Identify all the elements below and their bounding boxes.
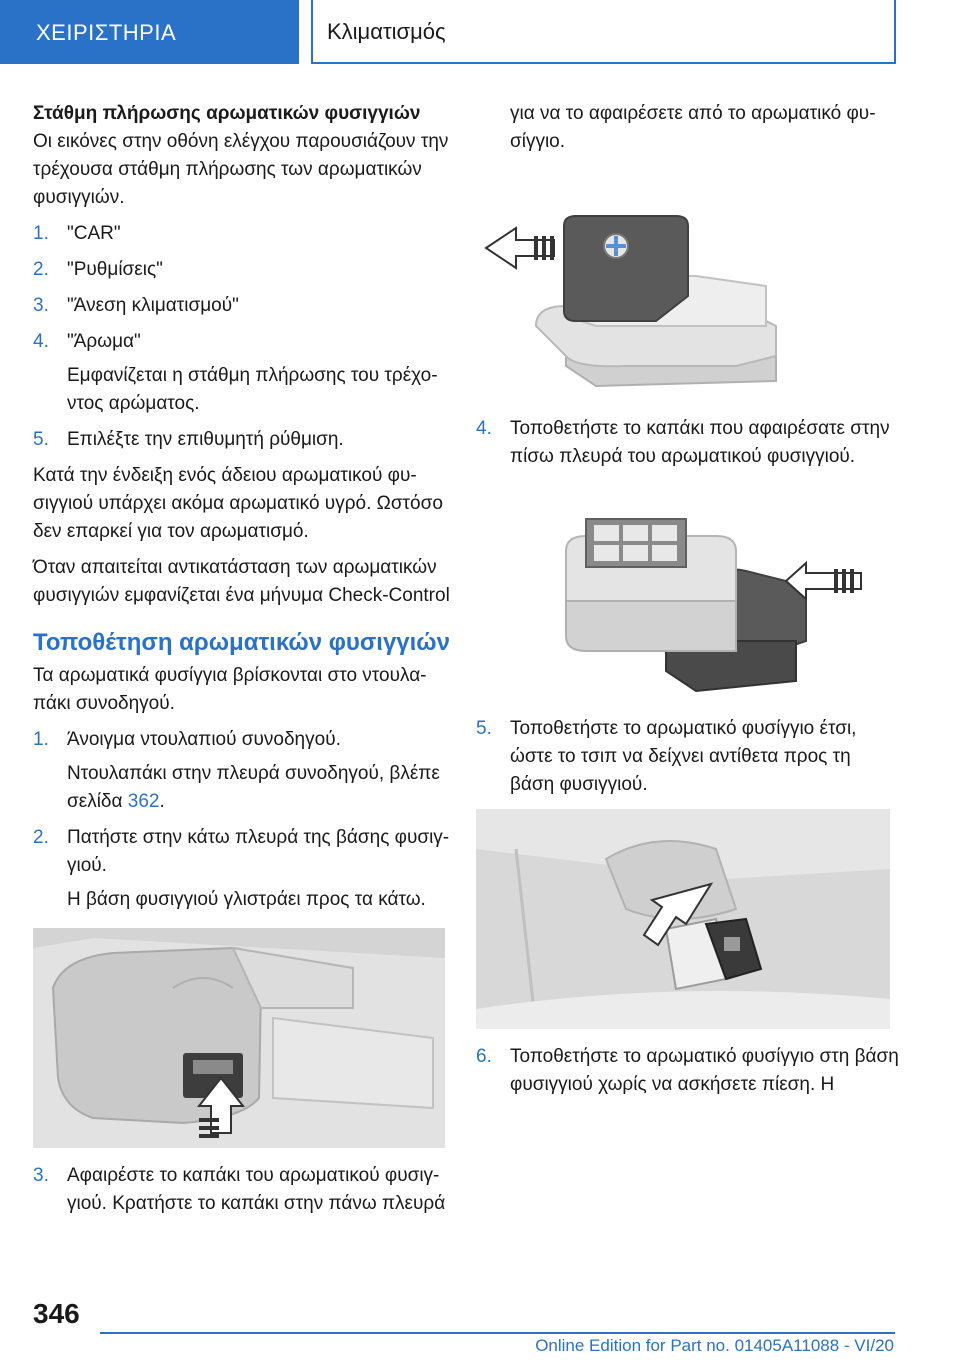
- continued-text: για να το αφαιρέσετε από το αρωματικό φυ-σίγγιο.: [510, 103, 876, 152]
- list-item: [33, 292, 453, 320]
- step-number: 4.: [476, 418, 492, 439]
- install-heading: Τοποθέτηση αρωματικών φυσιγγιών: [33, 629, 450, 656]
- glovebox-holder-illustration: [33, 928, 445, 1148]
- fill-level-intro: Οι εικόνες στην οθόνη ελέγχου παρουσιάζουν την τρέχουσα στάθμη πλήρωσης των αρωματικών φυσιγγιών.: [33, 131, 449, 208]
- step-text: "CAR": [67, 223, 121, 244]
- list-item: [33, 824, 453, 914]
- step-number: 3.: [33, 295, 49, 316]
- cap-removal-illustration: [476, 186, 896, 401]
- list-item: [476, 415, 900, 471]
- step-note: [67, 760, 453, 816]
- step-text: Πατήστε στην κάτω πλευρά της βάσης φυσιγ-γιού.: [67, 827, 450, 876]
- fill-level-heading: Στάθμη πλήρωσης αρωματικών φυσιγγιών: [33, 103, 421, 124]
- step-text: "Άνεση κλιματισμού": [67, 295, 239, 316]
- list-item: [33, 1162, 453, 1218]
- step-number: 5.: [476, 718, 492, 739]
- cap-removal-drawing: [476, 186, 896, 401]
- chapter-title: Κλιματισμός: [327, 19, 446, 44]
- step-number: 4.: [33, 331, 49, 352]
- step-note-end: .: [159, 791, 165, 812]
- list-item: [33, 328, 453, 418]
- step-text: "Άρωμα": [67, 331, 141, 352]
- step-note-text: Ντουλαπάκι στην πλευρά συνοδηγού, βλέπε σελίδα: [67, 763, 440, 812]
- empty-cartridge-note: Κατά την ένδειξη ενός άδειου αρωματικού φυ-σιγγιού υπάρχει ακόμα αρωματικό υγρό. Ωστόσο δεν επαρκεί για τον αρωματισμό.: [33, 465, 443, 542]
- step-number: 1.: [33, 223, 49, 244]
- step-text: Επιλέξτε την επιθυμητή ρύθμιση.: [67, 429, 344, 450]
- step-note: Εμφανίζεται η στάθμη πλήρωσης του τρέχο-ντος αρώματος.: [67, 365, 438, 414]
- cap-attach-drawing: [476, 491, 896, 701]
- list-item: [476, 1043, 900, 1099]
- step-text: "Ρυθμίσεις": [67, 259, 163, 280]
- step-text: Τοποθετήστε το καπάκι που αφαιρέσατε στην πίσω πλευρά του αρωματικού φυσιγγιού.: [510, 418, 890, 467]
- chapter-box: [311, 0, 896, 64]
- step-note: Η βάση φυσιγγιού γλιστράει προς τα κάτω.: [67, 889, 426, 910]
- holder-insert-illustration: [476, 809, 890, 1029]
- page-number: 346: [33, 1298, 80, 1329]
- step-number: 3.: [33, 1165, 49, 1186]
- left-column: [33, 100, 453, 1226]
- right-column: [476, 100, 900, 1107]
- footer-rule: [100, 1332, 895, 1334]
- list-item: [33, 256, 453, 284]
- step-number: 6.: [476, 1046, 492, 1067]
- install-intro: Τα αρωματικά φυσίγγια βρίσκονται στο ντουλα-πάκι συνοδηγού.: [33, 665, 427, 714]
- holder-insert-drawing: [476, 809, 890, 1029]
- fill-level-steps: [33, 220, 453, 454]
- step-text: Τοποθετήστε το αρωματικό φυσίγγιο έτσι, ώστε το τσιπ να δείχνει αντίθετα προς τη βάση φυσιγγιού.: [510, 718, 857, 795]
- step-text: Αφαιρέστε το καπάκι του αρωματικού φυσιγ-γιού. Κρατήστε το καπάκι στην πάνω πλευρά: [67, 1165, 446, 1214]
- section-title: ΧΕΙΡΙΣΤΗΡΙΑ: [36, 20, 177, 45]
- page-link[interactable]: 362: [127, 791, 160, 812]
- section-tab: [0, 0, 299, 64]
- list-item: [476, 715, 900, 799]
- step-number: 2.: [33, 827, 49, 848]
- step-number: 2.: [33, 259, 49, 280]
- glovebox-holder-drawing: [33, 928, 445, 1148]
- replacement-note: Όταν απαιτείται αντικατάσταση των αρωματικών φυσιγγιών εμφανίζεται ένα μήνυμα Check-Control: [33, 557, 450, 606]
- list-item: [33, 426, 453, 454]
- step-text: Άνοιγμα ντουλαπιού συνοδηγού.: [67, 729, 341, 750]
- list-item: [33, 726, 453, 816]
- step-text: Τοποθετήστε το αρωματικό φυσίγγιο στη βάση φυσιγγιού χωρίς να ασκήσετε πίεση. Η: [510, 1046, 899, 1095]
- list-item: [33, 220, 453, 248]
- cap-attach-illustration: [476, 491, 896, 701]
- step-number: 5.: [33, 429, 49, 450]
- edition-note: Online Edition for Part no. 01405A11088 - VI/20: [535, 1336, 894, 1355]
- step-number: 1.: [33, 729, 49, 750]
